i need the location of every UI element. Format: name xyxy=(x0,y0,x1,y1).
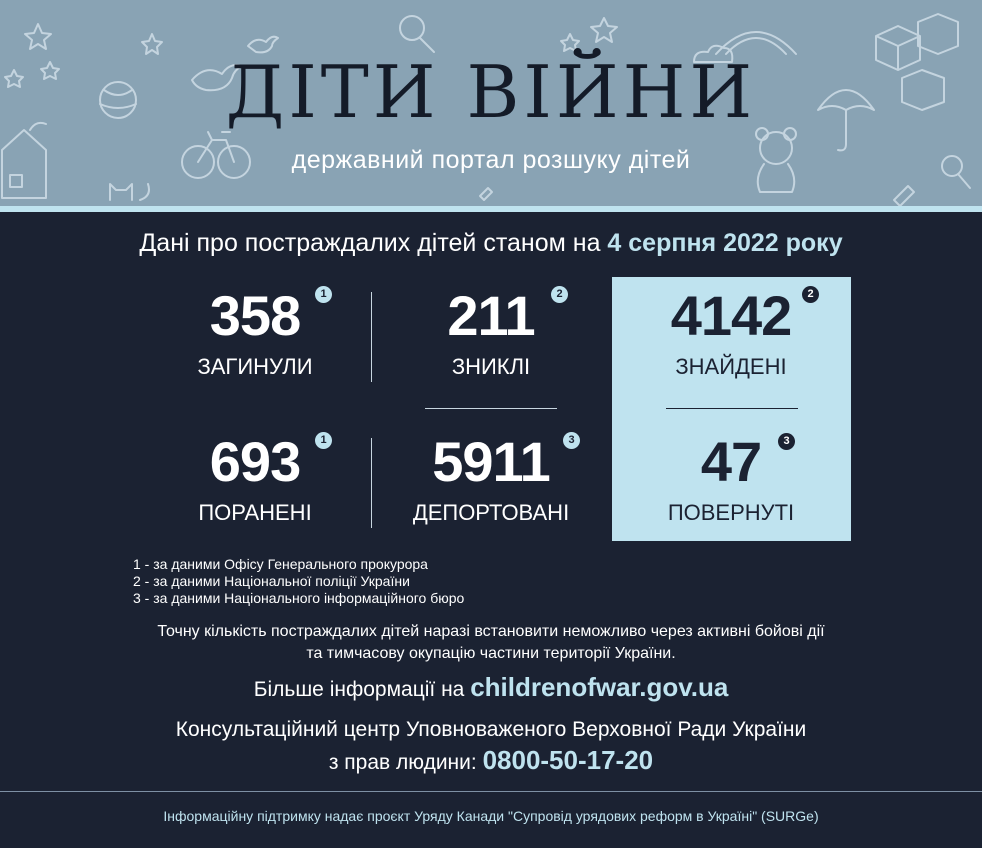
date-heading-prefix: Дані про постраждалих дітей станом на xyxy=(139,229,608,257)
source-badge-missing: 2 xyxy=(551,286,568,303)
hotline-phone[interactable]: 0800-50-17-20 xyxy=(482,745,654,775)
row-divider xyxy=(425,408,557,409)
source-badge-found: 2 xyxy=(802,286,819,303)
footnote: 2 - за даними Національної поліції України xyxy=(133,573,410,589)
stat-deported-value: 5911 xyxy=(432,430,550,493)
page-subtitle: державний портал розшуку дітей xyxy=(291,146,691,174)
footer-credit: Інформаційну підтримку надає проєкт Уряду Канади "Супровід урядових реформ в Україні" (SURGe) xyxy=(163,808,819,824)
source-badge-deported: 3 xyxy=(563,432,580,449)
stat-returned xyxy=(631,432,831,526)
more-info-prefix: Більше інформації на xyxy=(253,678,471,701)
website-link[interactable]: childrenofwar.gov.ua xyxy=(470,672,729,702)
row-divider xyxy=(666,408,798,409)
stat-injured-value: 693 xyxy=(209,430,301,493)
footnote: 1 - за даними Офісу Генерального прокурора xyxy=(133,556,428,572)
stat-missing-label: ЗНИКЛІ xyxy=(451,354,531,379)
page-title: ДІТИ ВІЙНИ xyxy=(225,50,757,134)
stat-injured-label: ПОРАНЕНІ xyxy=(198,500,312,525)
consultation-phone-prefix: з прав людини: xyxy=(328,751,483,774)
stat-returned-label: ПОВЕРНУТІ xyxy=(667,500,795,525)
source-badge-injured: 1 xyxy=(315,432,332,449)
consultation-phone-line xyxy=(0,745,982,778)
stat-killed-value: 358 xyxy=(209,284,301,347)
stat-found-label: ЗНАЙДЕНІ xyxy=(675,354,787,379)
stat-found xyxy=(631,286,831,380)
stat-missing-value: 211 xyxy=(447,284,535,347)
stat-deported-label: ДЕПОРТОВАНІ xyxy=(412,500,570,525)
stat-killed-label: ЗАГИНУЛИ xyxy=(197,354,313,379)
column-divider xyxy=(371,292,372,382)
source-badge-returned: 3 xyxy=(778,433,795,450)
report-date: 4 серпня 2022 року xyxy=(607,229,843,257)
column-divider xyxy=(371,438,372,528)
disclaimer-line: та тимчасову окупацію частини території України. xyxy=(306,645,676,662)
footnotes xyxy=(133,556,464,607)
date-heading xyxy=(0,229,982,258)
stat-found-value: 4142 xyxy=(670,284,792,347)
header-divider xyxy=(0,206,982,212)
consultation-center xyxy=(0,715,982,778)
footer-divider xyxy=(0,791,982,792)
footnote: 3 - за даними Національного інформаційного бюро xyxy=(133,590,465,606)
more-info xyxy=(0,672,982,703)
stat-returned-value: 47 xyxy=(700,430,762,493)
source-badge-killed: 1 xyxy=(315,286,332,303)
found-returned-panel xyxy=(612,277,851,541)
disclaimer-line: Точну кількість постраждалих дітей наразі встановити неможливо через активні бойові дії xyxy=(157,623,825,640)
header-banner xyxy=(0,0,982,208)
disclaimer-note xyxy=(0,621,982,665)
stat-deported xyxy=(391,432,591,526)
consultation-title: Консультаційний центр Уповноваженого Верховної Ради України xyxy=(175,718,807,741)
